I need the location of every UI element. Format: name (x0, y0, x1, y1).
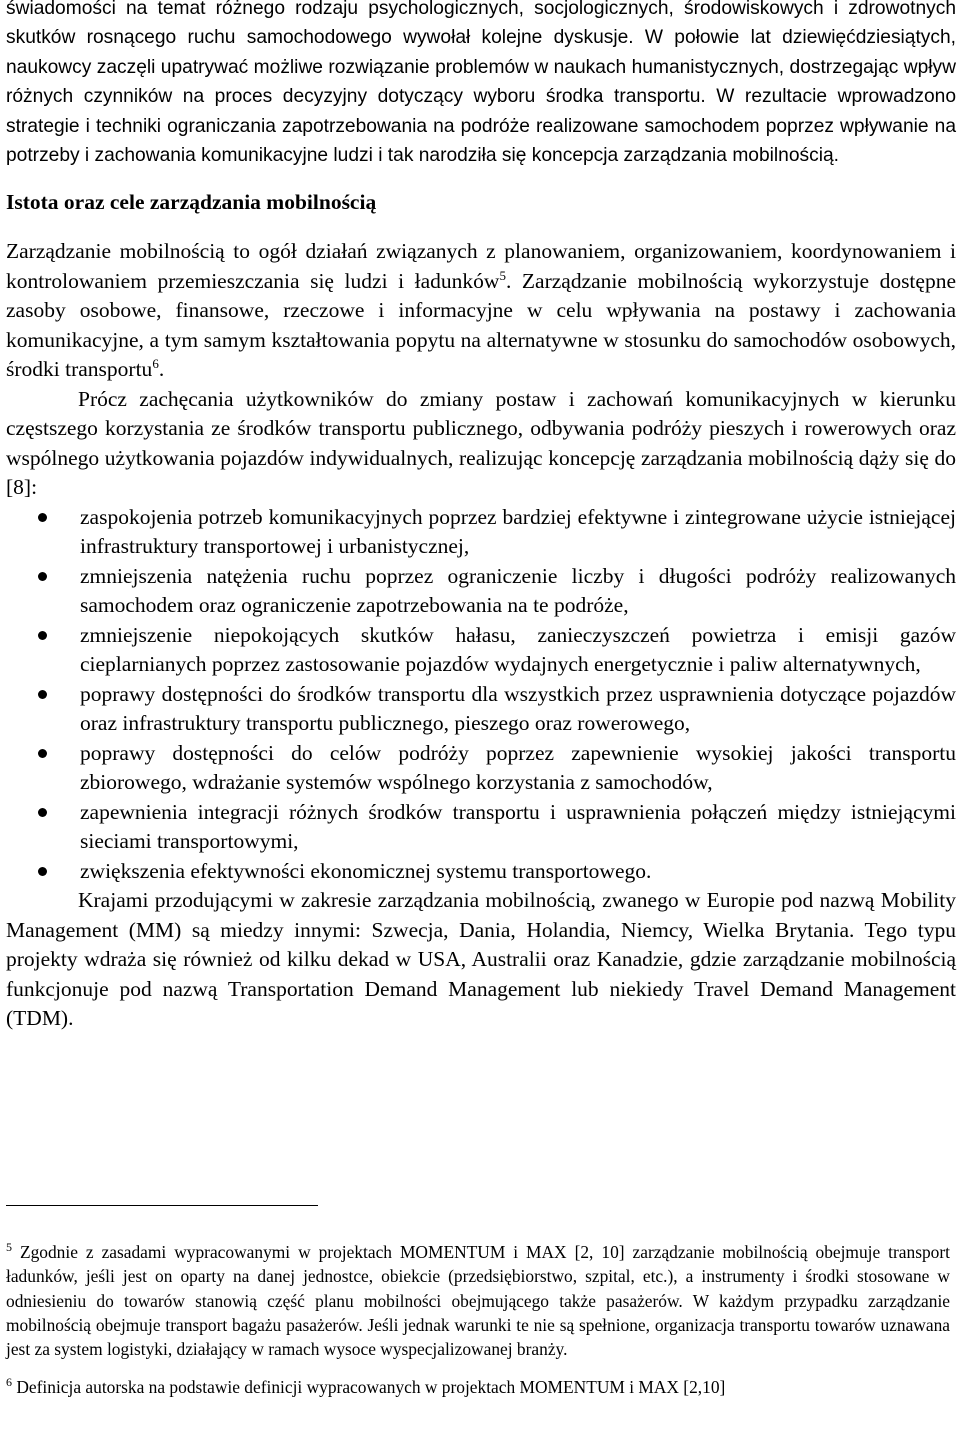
footnotes (6, 1240, 950, 1400)
list-item (6, 798, 956, 857)
list-item-text: poprawy dostępności do celów podróży poprzez zapewnienie wysokiej jakości transportu zbiorowego, wdrażanie systemów wspólnego korzystania z samochodów, (80, 740, 956, 795)
footnote-text: Definicja autorska na podstawie definicji wypracowanych w projektach MOMENTUM i MAX [2,10] (16, 1377, 726, 1398)
definition-text-b: . Zarządzanie mobilnością wykorzystuje dostępne zasoby osobowe, finansowe, rzeczowe i informacyjne w celu wpływania na postawy i zachowania komunikacyjne, a tym samym kształtowania popytu na alternatywne w stosunku do samochodów osobowych, środki transportu (6, 268, 956, 382)
list-item (6, 680, 956, 739)
list-item-text: zwiększenia efektywności ekonomicznej systemu transportowego. (80, 858, 652, 883)
footnote-5 (6, 1240, 950, 1361)
footnote-number: 5 (6, 1240, 12, 1255)
definition-text-a: Zarządzanie mobilnością to ogół działań związanych z planowaniem, organizowaniem, koordynowaniem i kontrolowaniem przemieszczania się ludzi i ładunków (6, 239, 956, 293)
list-item-text: zmniejszenia natężenia ruchu poprzez ograniczenie liczby i długości podróży realizowanych samochodem oraz ograniczenie zapotrzebowania na te podróże, (80, 563, 956, 618)
bullet-icon (38, 749, 47, 758)
list-item-text: poprawy dostępności do środków transportu dla wszystkich przez usprawnienia dotyczące pojazdów oraz infrastruktury transportu publicznego, pieszego oraz rowerowego, (80, 681, 956, 736)
countries-paragraph: Krajami przodującymi w zakresie zarządzania mobilnością, zwanego w Europie pod nazwą Mobility Management (MM) są miedzy innymi: Szwecja, Dania, Holandia, Niemcy, Wielka Brytania. Tego typu projekty wdraża się również od kilku dekad w USA, Australii oraz Kanadzie, gdzie zarządzanie mobilnością funkcjonuje pod nazwą Transportation Demand Management lub niekiedy Travel Demand Management (TDM). (6, 888, 956, 1031)
footnote-ref-5[interactable]: 5 (499, 267, 506, 283)
intro-paragraph: świadomości na temat różnego rodzaju psychologicznych, socjologicznych, środowiskowych i zdrowotnych skutków rosnącego ruchu samochodowego wywołał kolejne dyskusje. W połowie lat dziewięćdziesiątych, naukowcy zaczęli upatrywać możliwe rozwiązanie problemów w naukach humanistycznych, dostrzegając wpływ różnych czynników na proces decyzyjny dotyczący wyboru środka transportu. W rezultacie wprowadzono strategie i techniki ograniczania zapotrzebowania na podróże realizowane samochodem poprzez wpływanie na potrzeby i zachowania komunikacyjne ludzi i tak narodziła się koncepcja zarządzania mobilnością. (6, 0, 956, 167)
goals-intro-paragraph: Prócz zachęcania użytkowników do zmiany postaw i zachowań komunikacyjnych w kierunku częstszego korzystania ze środków transportu publicznego, odbywania podróży pieszych i rowerowych oraz wspólnego użytkowania pojazdów indywidualnych, realizując koncepcję zarządzania mobilnością dąży się do [8]: (6, 386, 956, 500)
footnote-number: 6 (6, 1375, 12, 1390)
list-item-text: zaspokojenia potrzeb komunikacyjnych poprzez bardziej efektywne i zintegrowane użycie istniejącej infrastruktury transportowej i urbanistycznej, (80, 504, 956, 559)
footnote-text: Zgodnie z zasadami wypracowanymi w projektach MOMENTUM i MAX [2, 10] zarządzanie mobilnością obejmuje transport ładunków, jeśli jest on oparty na danej jednostce, obiekcie (przedsiębiorstwo, szpital, etc.), a instrumenty i środki stosowane w odniesieniu do towarów stanowią część planu mobilności obejmującego także pasażerów. W każdym przypadku zarządzanie mobilnością obejmuje transport bagażu pasażerów. Jeśli jednak warunki te nie są spełnione, organizacja transportu towarów uznawana jest za system logistyki, działający w ramach wysoce wyspecjalizowanej branży. (6, 1242, 950, 1360)
bullet-icon (38, 513, 47, 522)
bullet-icon (38, 690, 47, 699)
list-item (6, 621, 956, 680)
bullet-icon (38, 808, 47, 817)
list-item-text: zapewnienia integracji różnych środków transportu i usprawnienia połączeń między istniejącymi sieciami transportowymi, (80, 799, 956, 854)
bullet-icon (38, 631, 47, 640)
footnote-divider (6, 1205, 318, 1206)
footnote-ref-6[interactable]: 6 (152, 356, 159, 372)
list-item (6, 503, 956, 562)
definition-text-c: . (158, 357, 165, 382)
list-item (6, 562, 956, 621)
section-heading: Istota oraz cele zarządzania mobilnością (6, 190, 377, 215)
bullet-icon (38, 572, 47, 581)
goals-list (6, 503, 956, 887)
list-item (6, 857, 956, 887)
footnote-6 (6, 1375, 950, 1399)
list-item (6, 739, 956, 798)
list-item-text: zmniejszenie niepokojących skutków hałasu, zanieczyszczeń powietrza i emisji gazów cieplarnianych poprzez zastosowanie pojazdów wydajnych energetycznie i paliw alternatywnych, (80, 622, 956, 677)
bullet-icon (38, 867, 47, 876)
document-page (6, 0, 956, 1034)
definition-paragraph (6, 237, 956, 385)
